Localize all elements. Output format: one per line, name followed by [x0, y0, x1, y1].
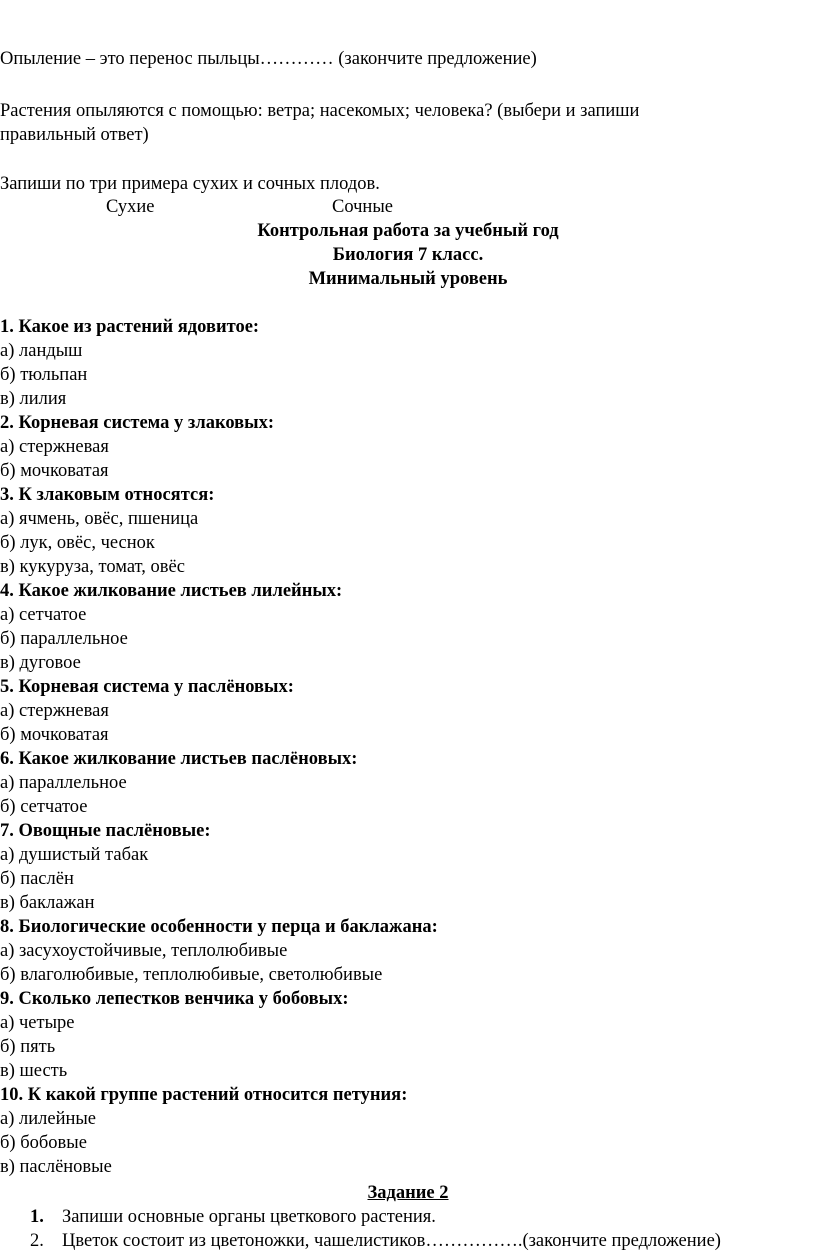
answer-option: а) засухоустойчивые, теплолюбивые — [0, 941, 288, 961]
question-4: 4. Какое жилкование листьев лилейных: — [0, 581, 343, 601]
answer-option: а) ландыш — [0, 341, 83, 361]
question-2: 2. Корневая система у злаковых: — [0, 413, 274, 433]
answer-option: б) паслён — [0, 869, 74, 889]
answer-option: б) пять — [0, 1037, 56, 1057]
column-dry: Сухие — [106, 197, 155, 217]
answer-option: а) лилейные — [0, 1109, 97, 1129]
task2-item — [0, 1205, 816, 1229]
intro-line-1: Опыление – это перенос пыльцы………… (закончите предложение) — [0, 49, 537, 69]
intro-line-2a: Растения опыляются с помощью: ветра; насекомых; человека? (выбери и запиши — [0, 101, 640, 121]
question-1: 1. Какое из растений ядовитое: — [0, 317, 260, 337]
question-10: 10. К какой группе растений относится петуния: — [0, 1085, 408, 1105]
answer-option: б) мочковатая — [0, 461, 109, 481]
question-9: 9. Сколько лепестков венчика у бобовых: — [0, 989, 349, 1009]
answer-option: б) параллельное — [0, 629, 128, 649]
answer-option: а) стержневая — [0, 701, 109, 721]
answer-option: а) четыре — [0, 1013, 75, 1033]
column-juicy: Сочные — [332, 197, 393, 217]
answer-option: а) параллельное — [0, 773, 127, 793]
answer-option: а) сетчатое — [0, 605, 87, 625]
task2-item-number: 1. — [30, 1207, 44, 1227]
answer-option: в) кукуруза, томат, овёс — [0, 557, 185, 577]
task2-item-text: Запиши основные органы цветкового растения. — [62, 1207, 436, 1227]
answer-option: а) стержневая — [0, 437, 109, 457]
intro-line-2b: правильный ответ) — [0, 125, 149, 145]
answer-option: б) бобовые — [0, 1133, 87, 1153]
answer-option: б) влаголюбивые, теплолюбивые, светолюбивые — [0, 965, 383, 985]
question-5: 5. Корневая система у паслёновых: — [0, 677, 294, 697]
intro-line-3: Запиши по три примера сухих и сочных плодов. — [0, 174, 380, 194]
subject-title: Биология 7 класс. — [332, 245, 484, 265]
answer-option: а) душистый табак — [0, 845, 149, 865]
task2-item-number: 2. — [30, 1231, 44, 1251]
question-7: 7. Овощные паслёновые: — [0, 821, 211, 841]
question-6: 6. Какое жилкование листьев паслёновых: — [0, 749, 358, 769]
answer-option: б) тюльпан — [0, 365, 88, 385]
answer-option: в) баклажан — [0, 893, 95, 913]
task2-item-text: Цветок состоит из цветоножки, чашелистиков…………….(закончите предложение) — [62, 1231, 721, 1251]
task2-item — [0, 1229, 816, 1253]
question-8: 8. Биологические особенности у перца и баклажана: — [0, 917, 438, 937]
answer-option: б) сетчатое — [0, 797, 88, 817]
task2-heading: Задание 2 — [367, 1183, 449, 1203]
answer-option: в) лилия — [0, 389, 67, 409]
answer-option: б) лук, овёс, чеснок — [0, 533, 155, 553]
question-3: 3. К злаковым относятся: — [0, 485, 215, 505]
answer-option: в) паслёновые — [0, 1157, 112, 1177]
level-title: Минимальный уровень — [308, 269, 508, 289]
answer-option: б) мочковатая — [0, 725, 109, 745]
answer-option: в) шесть — [0, 1061, 68, 1081]
page-title: Контрольная работа за учебный год — [257, 221, 559, 241]
answer-option: в) дуговое — [0, 653, 81, 673]
answer-option: а) ячмень, овёс, пшеница — [0, 509, 199, 529]
